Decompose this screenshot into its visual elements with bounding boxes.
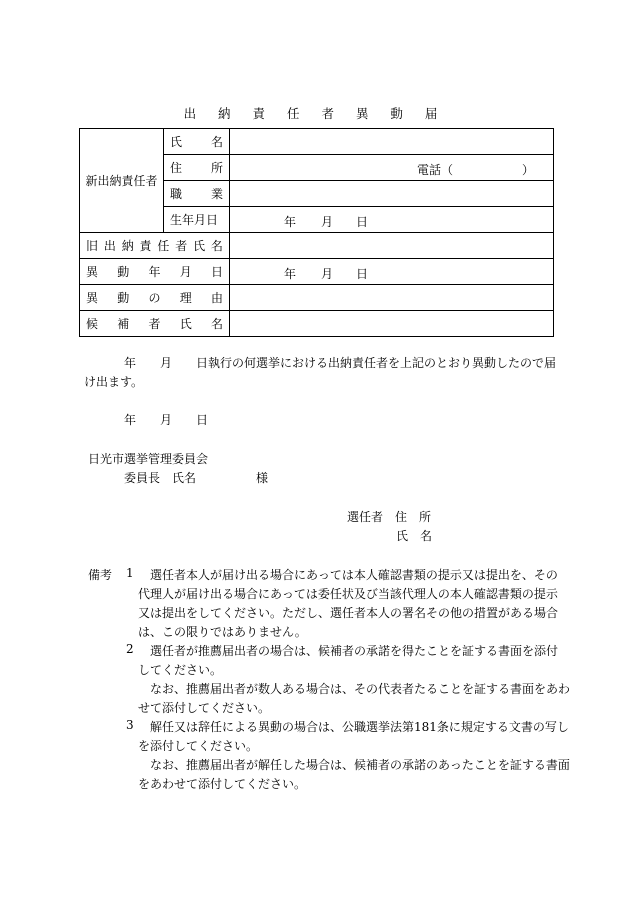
treasurer-change-form — [79, 128, 554, 337]
note-1-line: 代理人が届け出る場合にあっては委任状及び当該代理人の本人確認書類の提示 — [138, 587, 558, 601]
birthdate-label: 生年月日 — [164, 207, 230, 233]
new-treasurer-label: 新出納責任者 — [80, 129, 164, 233]
note-2-line: してください。 — [138, 663, 223, 677]
change-date-field[interactable]: 年 月 日 — [230, 259, 554, 285]
note-2-line: せて添付してください。 — [138, 701, 271, 715]
address-field[interactable] — [230, 155, 554, 181]
change-reason-label: 異 動 の 理 由 — [80, 285, 230, 311]
statement-line1: 年 月 日執行の何選挙における出納責任者を上記のとおり異動したので届 — [124, 356, 557, 370]
name-label: 氏 名 — [164, 129, 230, 155]
note-1-line: 選任者本人が届け出る場合にあっては本人確認書類の提示又は提出を、その — [150, 568, 558, 582]
birthdate-field[interactable]: 年 月 日 — [230, 207, 554, 233]
note-3-line: なお、推薦届出者が解任した場合は、候補者の承諾のあったことを証する書面 — [150, 758, 570, 772]
recipient-org: 日光市選挙管理委員会 — [88, 452, 209, 466]
note-2-line: なお、推薦届出者が数人ある場合は、その代表者たることを証する書面をあわ — [150, 682, 571, 696]
note-3-line: をあわせて添付してください。 — [138, 777, 307, 791]
notes-heading: 備考 — [88, 568, 113, 582]
phone-label: 電話（ — [417, 163, 454, 177]
note-3-line: 解任又は辞任による異動の場合は、公職選挙法第181条に規定する文書の写し — [150, 720, 569, 734]
statement-line2: け出ます。 — [84, 375, 144, 389]
appointer-address: 選任者 住 所 — [347, 510, 432, 524]
submission-date: 年 月 日 — [124, 413, 209, 427]
occupation-field[interactable] — [230, 181, 554, 207]
phone-close: ） — [522, 163, 535, 177]
note-3-line: を添付してください。 — [138, 739, 259, 753]
recipient-chair: 委員長 氏名 様 — [124, 471, 269, 485]
old-treasurer-label: 旧 出 納 責 任 者 氏 名 — [80, 233, 230, 259]
name-field[interactable] — [230, 129, 554, 155]
note-3-number: 3 — [126, 718, 134, 732]
note-1-number: 1 — [126, 566, 134, 580]
old-treasurer-field[interactable] — [230, 233, 554, 259]
occupation-label: 職 業 — [164, 181, 230, 207]
note-1-line: 又は提出をしてください。ただし、選任者本人の署名その他の措置がある場合 — [138, 606, 559, 620]
note-1-line: は、この限りではありません。 — [138, 625, 307, 639]
change-reason-field[interactable] — [230, 285, 554, 311]
note-2-number: 2 — [126, 642, 134, 656]
address-label: 住 所 — [164, 155, 230, 181]
form-title: 出 納 責 任 者 異 動 届 — [183, 106, 447, 121]
appointer-name: 氏 名 — [396, 529, 433, 543]
note-2-line: 選任者が推薦届出者の場合は、候補者の承諾を得たことを証する書面を添付 — [150, 644, 559, 658]
candidate-name-label: 候 補 者 氏 名 — [80, 311, 230, 337]
candidate-name-field[interactable] — [230, 311, 554, 337]
change-date-label: 異 動 年 月 日 — [80, 259, 230, 285]
